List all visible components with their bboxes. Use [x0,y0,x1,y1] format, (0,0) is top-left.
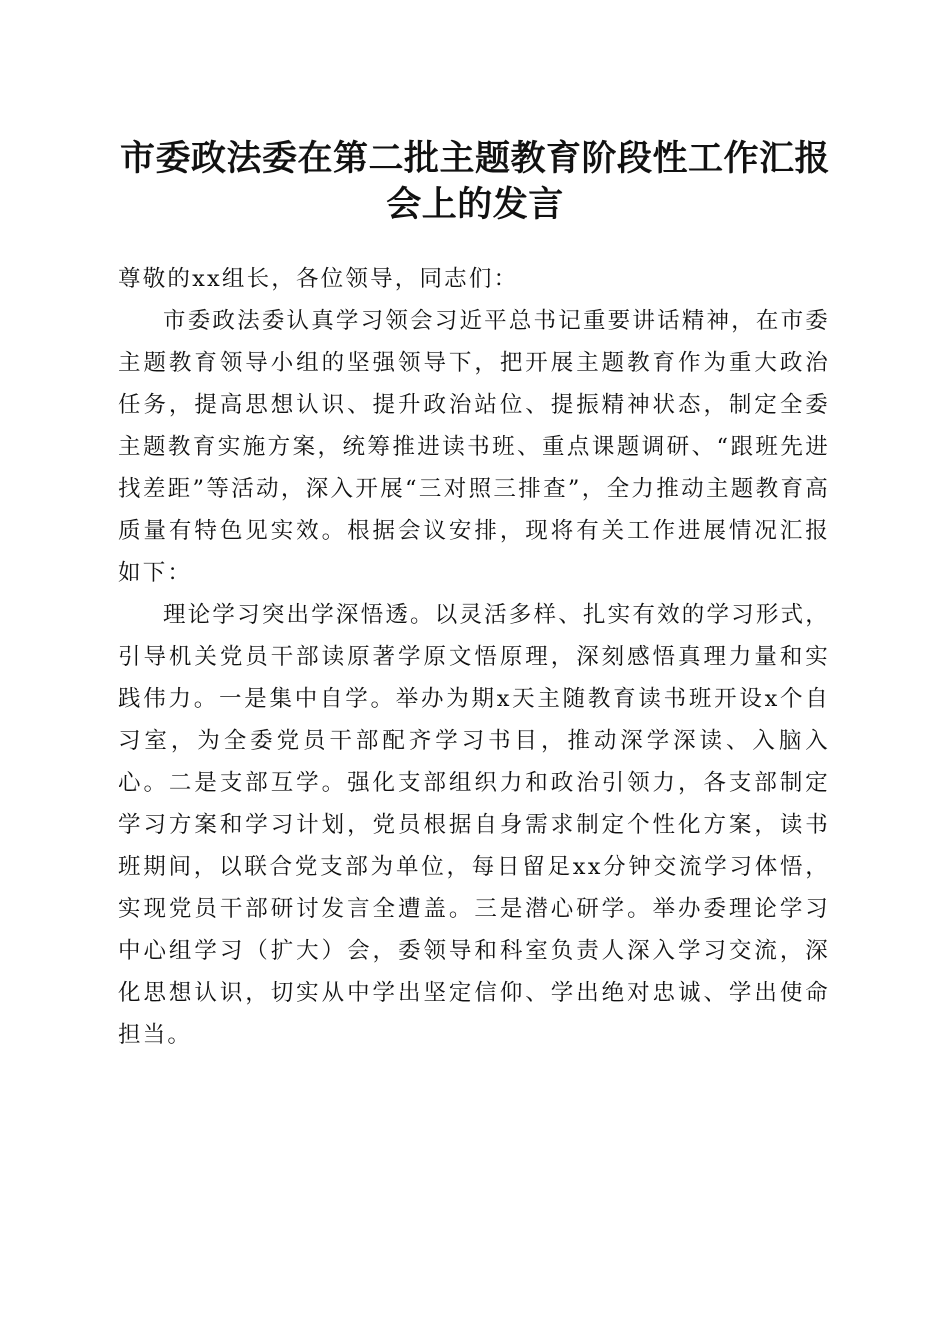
title-line-2: 会上的发言 [386,184,564,225]
document-title [110,136,840,228]
document-body [118,258,830,1056]
paragraph-theory-study: 理论学习突出学深悟透。以灵活多样、扎实有效的学习形式，引导机关党员干部读原著学原文悟原理，深刻感悟真理力量和实践伟力。一是集中自学。举办为期x天主随教育读书班开设x个自习室，为全委党员干部配齐学习书目，推动深学深读、入脑入心。二是支部互学。强化支部组织力和政治引领力，各支部制定学习方案和学习计划，党员根据自身需求制定个性化方案，读书班期间，以联合党支部为单位，每日留足xx分钟交流学习体悟，实现党员干部研讨发言全遭盖。三是潜心研学。举办委理论学习中心组学习（扩大）会，委领导和科室负责人深入学习交流，深化思想认识，切实从中学出坚定信仰、学出绝对忠诚、学出使命担当。 [118,602,830,1048]
paragraph-intro: 市委政法委认真学习领会习近平总书记重要讲话精神，在市委主题教育领导小组的坚强领导下，把开展主题教育作为重大政治任务，提高思想认识、提升政治站位、提振精神状态，制定全委主题教育实施方案，统筹推进读书班、重点课题调研、“跟班先进找差距”等活动，深入开展“三对照三排查”，全力推动主题教育高质量有特色见实效。根据会议安排，现将有关工作进展情况汇报如下： [118,308,830,586]
title-line-1: 市委政法委在第二批主题教育阶段性工作汇报 [119,138,830,179]
salutation: 尊敬的xx组长，各位领导，同志们： [118,266,519,292]
